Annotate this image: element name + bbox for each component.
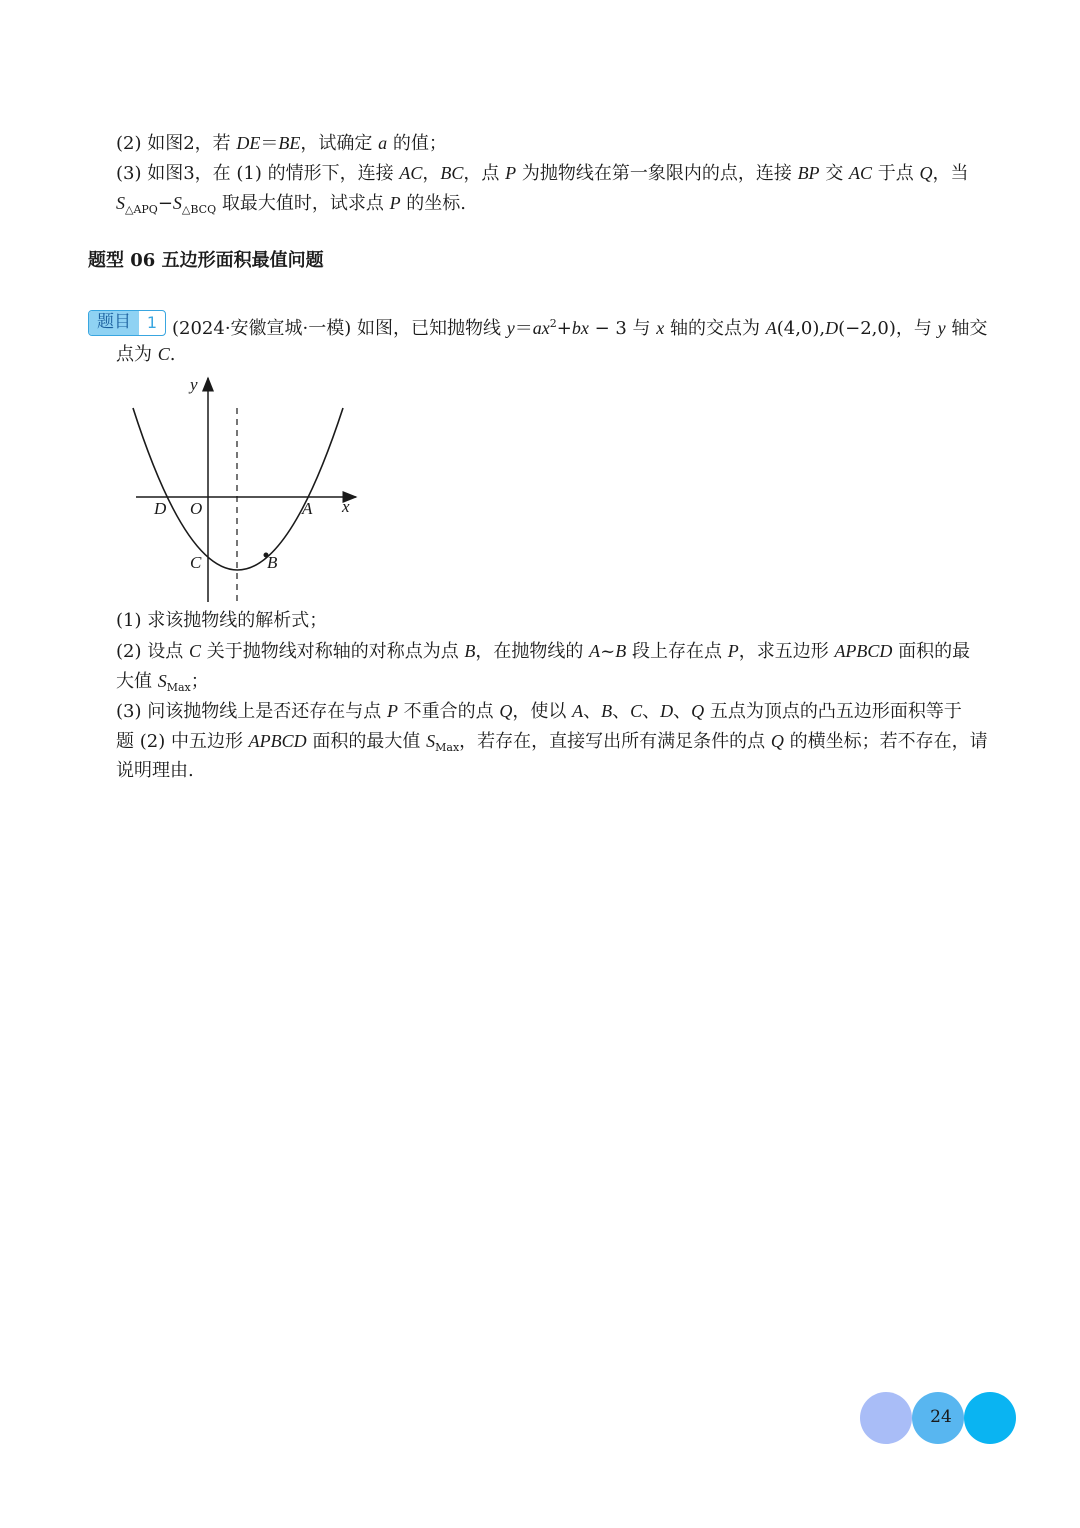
- section-heading: 题型 06 五边形面积最值问题: [88, 250, 324, 271]
- sub-q3-line1: (3) 问该抛物线上是否还存在与点 P 不重合的点 Q，使以 A、B、C、D、Q 五点为顶点的凸五边形面积等于: [116, 701, 962, 722]
- badge-label: 题目: [89, 311, 139, 335]
- prev-q3-line2: $S_{\triangle APQ}-S_{\triangle BCQ}$ 取最大值时，试求点 P 的坐标.: [116, 193, 467, 216]
- problem-line2: 点为 C.: [116, 344, 176, 365]
- label-a: A: [302, 499, 313, 518]
- prev-q3-line1: (3) 如图3，在 (1) 的情形下，连接 AC，BC，点 P 为抛物线在第一象限内的点，连接 BP 交 AC 于点 Q，当: [116, 163, 969, 184]
- label-x: x: [342, 497, 350, 516]
- label-b: B: [267, 553, 278, 572]
- sub-q2-line1: (2) 设点 C 关于抛物线对称轴的对称点为点 B，在抛物线的 A~B 段上存在点 P，求五边形 APBCD 面积的最: [116, 641, 971, 662]
- sub-q2-line2: 大值 $S_{Max}$；: [116, 671, 209, 694]
- badge-number: 1: [146, 313, 158, 332]
- parabola-figure: [120, 370, 370, 606]
- sub-q3-line3: 说明理由.: [116, 760, 194, 781]
- label-y: y: [190, 375, 198, 394]
- label-d: D: [154, 499, 167, 518]
- parabola-curve: [133, 408, 343, 570]
- sub-q3-line2: 题 (2) 中五边形 APBCD 面积的最大值 $S_{Max}$，若存在，直接写出所有满足条件的点 Q 的横坐标；若不存在，请: [116, 731, 988, 754]
- prev-q2: (2) 如图2，若 DE＝BE，试确定 a 的值；: [116, 133, 447, 154]
- label-c: C: [190, 553, 202, 572]
- sub-q1: (1) 求该抛物线的解析式；: [116, 610, 328, 631]
- problem-badge: [88, 310, 166, 336]
- problem-line1: (2024·安徽宣城·一模) 如图，已知抛物线 $y=ax^2+bx - 3$ 与 x 轴的交点为 A(4,0),D(−2,0)，与 y 轴交: [172, 317, 988, 339]
- label-o: O: [190, 499, 203, 518]
- deco-circle-right: [964, 1392, 1016, 1444]
- deco-circle-left: [860, 1392, 912, 1444]
- page-number: 24: [930, 1407, 952, 1427]
